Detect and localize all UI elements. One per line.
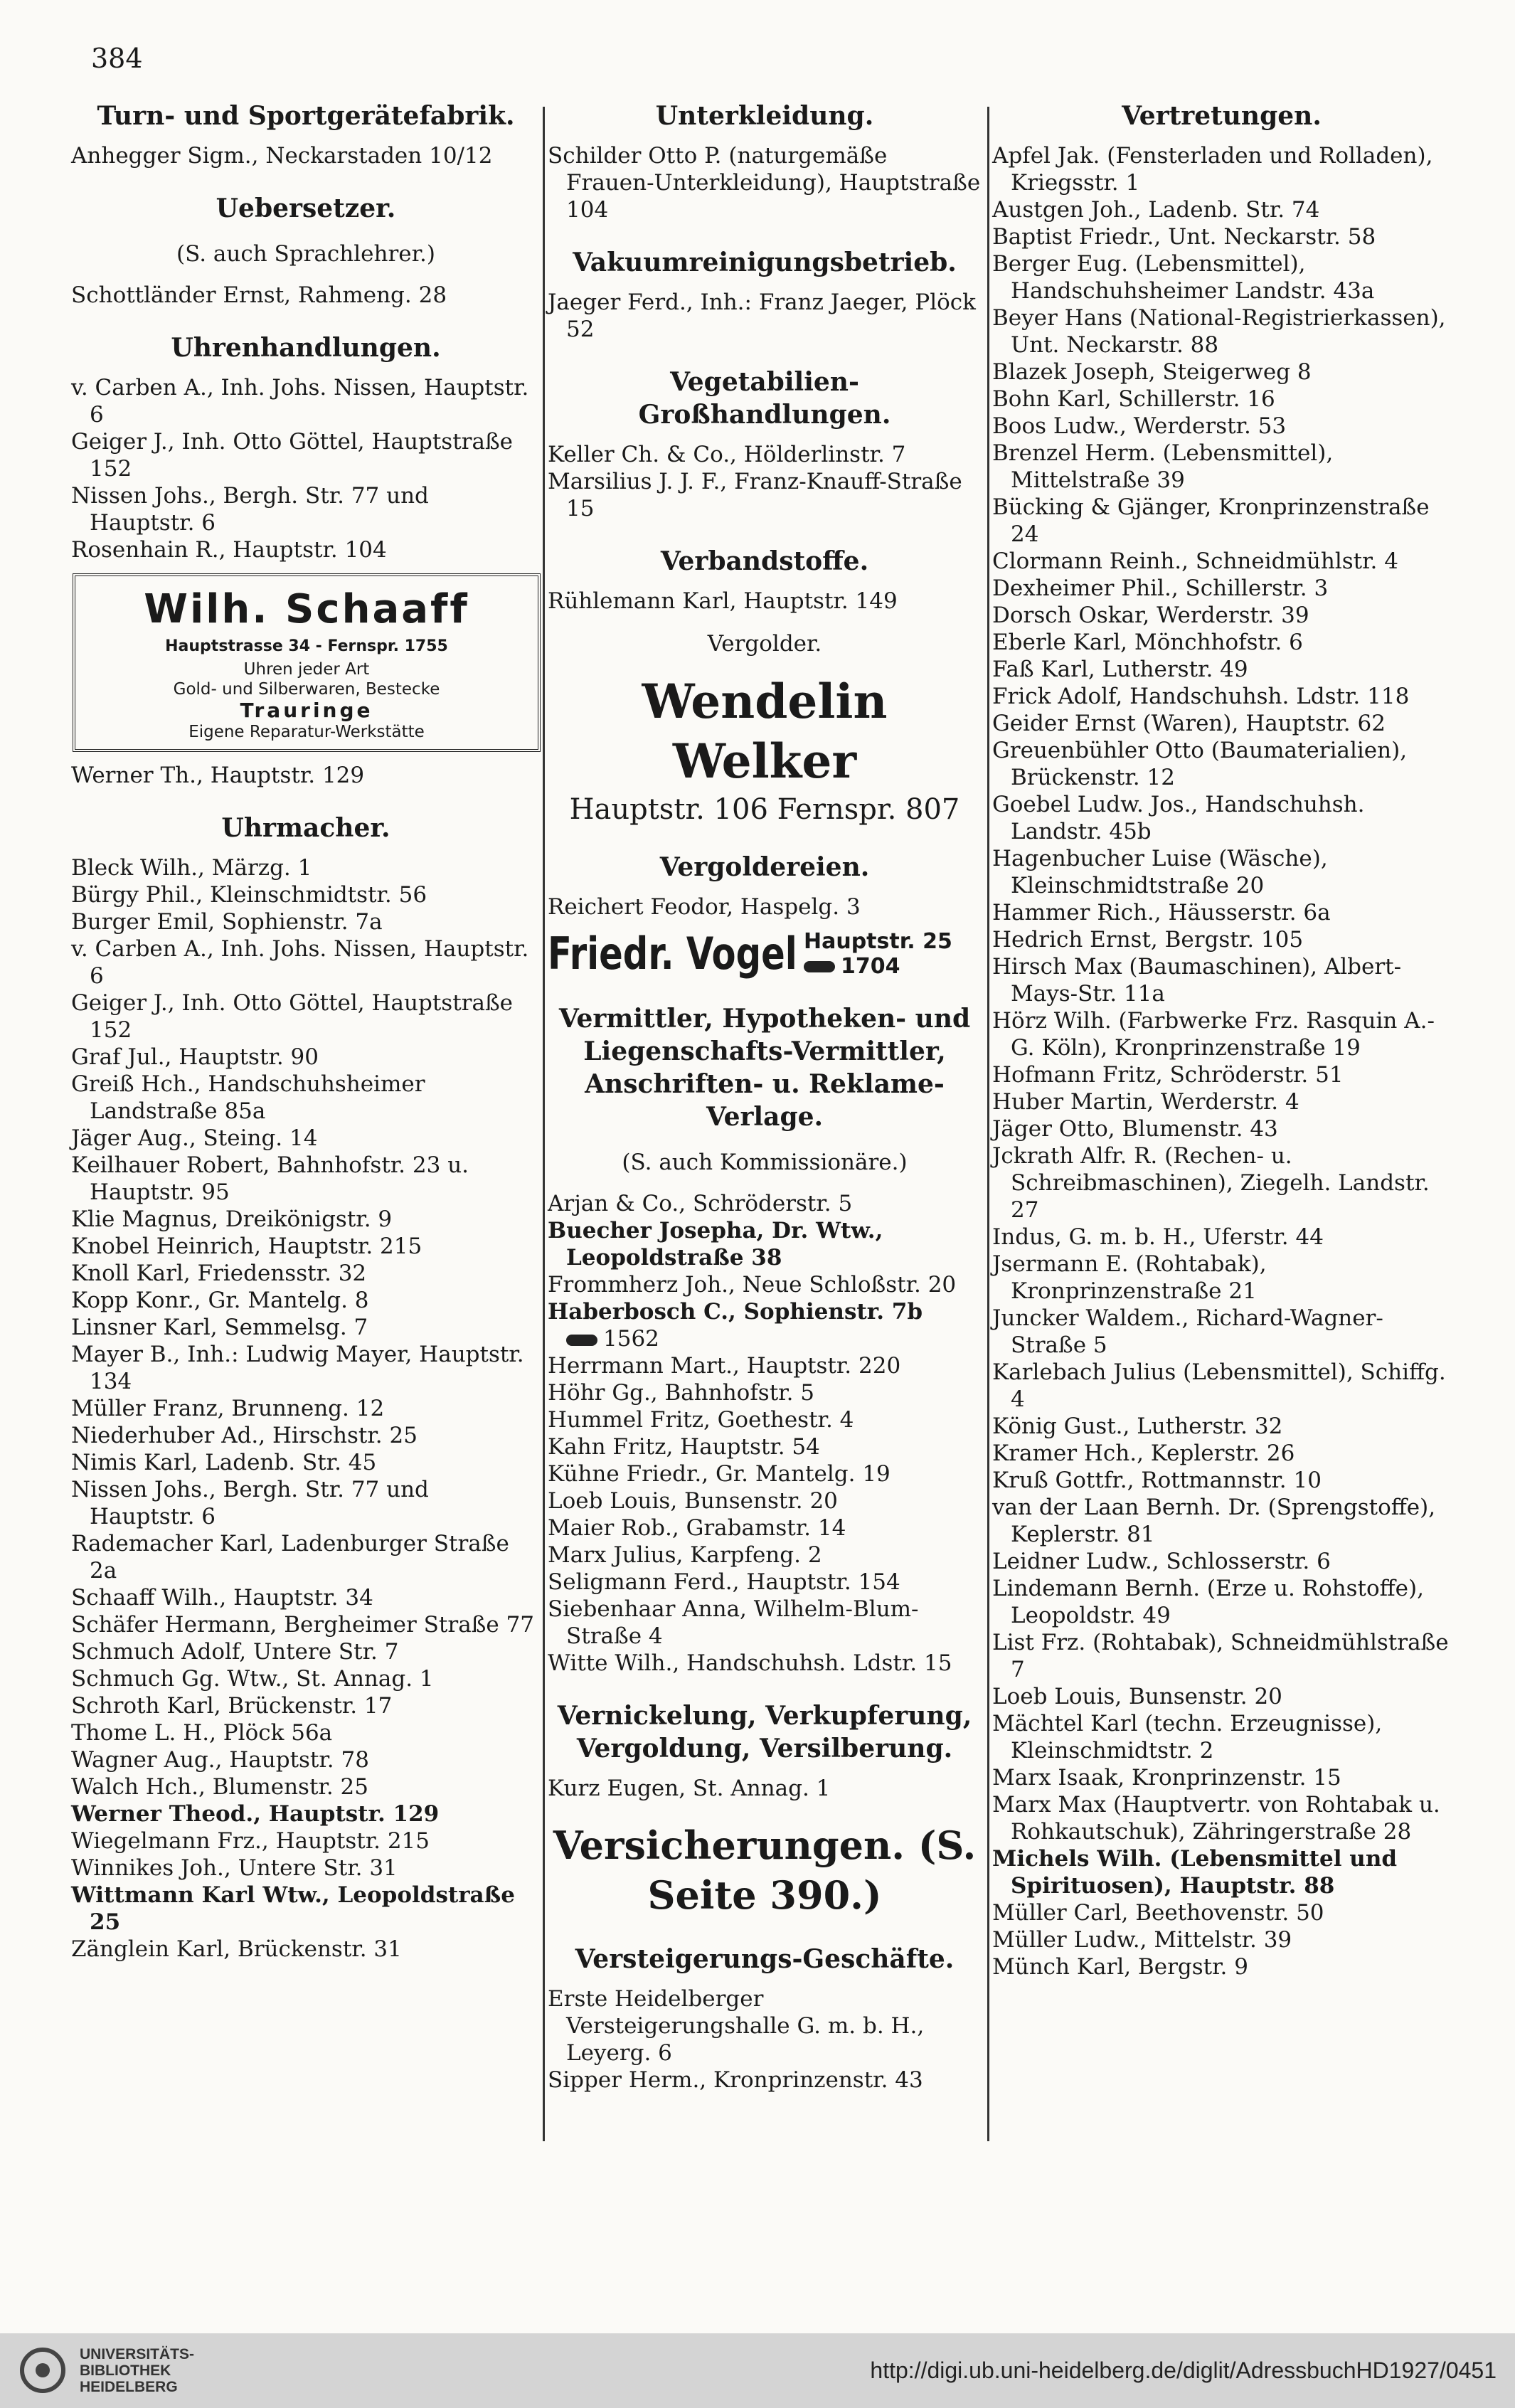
directory-entry: Keilhauer Robert, Bahnhofstr. 23 u. Hauptstr. 95 — [71, 1152, 469, 1205]
directory-entry: König Gust., Lutherstr. 32 — [992, 1413, 1283, 1439]
directory-entry: Sipper Herm., Kronprinzenstr. 43 — [548, 2067, 923, 2093]
telephone-icon — [804, 961, 835, 972]
directory-entry: Indus, G. m. b. H., Uferstr. 44 — [992, 1224, 1324, 1250]
source-url[interactable]: http://digi.ub.uni-heidelberg.de/diglit/AdressbuchHD1927/0451 — [870, 2357, 1497, 2383]
institution-line: HEIDELBERG — [80, 2379, 178, 2395]
directory-entry: Hedrich Ernst, Bergstr. 105 — [992, 927, 1304, 953]
directory-entry: Blazek Joseph, Steigerweg 8 — [992, 359, 1312, 385]
ad-vogel-contact — [804, 929, 952, 979]
directory-entry: Kühne Friedr., Gr. Mantelg. 19 — [548, 1461, 891, 1487]
section-note: (S. auch Kommissionäre.) — [622, 1150, 908, 1175]
institution-line: UNIVERSITÄTS- — [80, 2346, 195, 2362]
library-footer — [0, 2333, 1515, 2408]
directory-entry: Kruß Gottfr., Rottmannstr. 10 — [992, 1468, 1322, 1493]
ad-schaaff-line: Trauringe — [240, 699, 373, 722]
directory-entry: Marx Julius, Karpfeng. 2 — [548, 1542, 822, 1568]
directory-entry: Berger Eug. (Lebensmittel), Handschuhsheimer Landstr. 43a — [992, 251, 1375, 304]
directory-entry: Haberbosch C., Sophienstr. 7b — [548, 1299, 923, 1325]
section-heading: Vertretungen. — [1122, 101, 1322, 131]
directory-entry: Karlebach Julius (Lebensmittel), Schiffg. 4 — [992, 1359, 1446, 1412]
directory-entry: Boos Ludw., Werderstr. 53 — [992, 413, 1287, 439]
ad-wendelin-welker — [548, 672, 982, 828]
directory-entry: Anhegger Sigm., Neckarstaden 10/12 — [71, 143, 493, 169]
section-heading: Vergoldereien. — [659, 852, 870, 882]
ad-schaaff-name: Wilh. Schaaff — [144, 586, 469, 632]
ad-schaaff-line: Uhren jeder Art — [243, 660, 370, 679]
directory-entry: Jäger Aug., Steing. 14 — [71, 1125, 318, 1151]
directory-entry: Greuenbühler Otto (Baumaterialien), Brückenstr. 12 — [992, 738, 1408, 790]
directory-entry: Geider Ernst (Waren), Hauptstr. 62 — [992, 711, 1386, 736]
ad-vogel-phone-line — [804, 954, 952, 979]
directory-entry: Huber Martin, Werderstr. 4 — [992, 1089, 1299, 1115]
ad-welker-name: Wendelin Welker — [642, 674, 888, 789]
directory-entry: Knoll Karl, Friedensstr. 32 — [71, 1261, 367, 1286]
directory-entry: Wagner Aug., Hauptstr. 78 — [71, 1747, 369, 1773]
directory-entry: Müller Carl, Beethovenstr. 50 — [992, 1900, 1324, 1926]
directory-entry: Münch Karl, Bergstr. 9 — [992, 1954, 1248, 1980]
directory-entry: Hofmann Fritz, Schröderstr. 51 — [992, 1062, 1344, 1088]
directory-entry: Hagenbucher Luise (Wäsche), Kleinschmidtstraße 20 — [992, 846, 1328, 898]
directory-entry: Hummel Fritz, Goethestr. 4 — [548, 1407, 854, 1433]
directory-entry: Kahn Fritz, Hauptstr. 54 — [548, 1434, 820, 1460]
directory-entry: Jsermann E. (Rohtabak), Kronprinzenstraße 21 — [992, 1251, 1267, 1304]
directory-entry: Linsner Karl, Semmelsg. 7 — [71, 1315, 368, 1340]
section-heading: Vakuumreinigungsbetrieb. — [573, 248, 957, 277]
section-heading: Versteigerungs-Geschäfte. — [575, 1944, 955, 1974]
directory-entry: Lindemann Bernh. (Erze u. Rohstoffe), Leopoldstr. 49 — [992, 1576, 1424, 1628]
section-heading: Unterkleidung. — [655, 101, 874, 131]
directory-entry: Schäfer Hermann, Bergheimer Straße 77 — [71, 1612, 535, 1638]
column-3 — [992, 100, 1451, 1980]
directory-entry: Faß Karl, Lutherstr. 49 — [992, 657, 1248, 682]
university-seal-icon — [20, 2348, 65, 2393]
directory-entry: v. Carben A., Inh. Johs. Nissen, Hauptstr. 6 — [71, 936, 529, 989]
directory-entry: Marx Max (Hauptvertr. von Rohtabak u. Rohkautschuk), Zähringerstraße 28 — [992, 1792, 1440, 1845]
directory-entry: Marx Isaak, Kronprinzenstr. 15 — [992, 1765, 1341, 1791]
ad-schaaff-line: Eigene Reparatur-Werkstätte — [188, 723, 425, 741]
directory-entry: Geiger J., Inh. Otto Göttel, Hauptstraße 152 — [71, 990, 514, 1043]
directory-entry: Baptist Friedr., Unt. Neckarstr. 58 — [992, 224, 1376, 250]
directory-entry: List Frz. (Rohtabak), Schneidmühlstraße 7 — [992, 1630, 1449, 1682]
directory-entry: Loeb Louis, Bunsenstr. 20 — [992, 1684, 1282, 1709]
directory-entry: Thome L. H., Plöck 56a — [71, 1720, 333, 1746]
directory-entry: Hirsch Max (Baumaschinen), Albert-Mays-Str. 11a — [992, 954, 1402, 1007]
directory-entry: Jckrath Alfr. R. (Rechen- u. Schreibmaschinen), Ziegelh. Landstr. 27 — [992, 1143, 1430, 1223]
column-rule-2 — [987, 107, 989, 2141]
directory-entry: Kopp Konr., Gr. Mantelg. 8 — [71, 1288, 369, 1313]
directory-entry: Müller Ludw., Mittelstr. 39 — [992, 1927, 1292, 1953]
institution-name — [80, 2346, 194, 2395]
directory-entry: Leidner Ludw., Schlosserstr. 6 — [992, 1549, 1331, 1574]
directory-entry: Bücking & Gjänger, Kronprinzenstraße 24 — [992, 494, 1430, 547]
section-heading: Vergolder. — [707, 631, 822, 657]
directory-entry: Klie Magnus, Dreikönigstr. 9 — [71, 1206, 393, 1232]
section-heading: Uhrmacher. — [221, 813, 390, 843]
column-2 — [548, 100, 982, 2094]
ad-vogel-name: Friedr. Vogel — [548, 928, 797, 980]
directory-entry: Erste Heidelberger Versteigerungshalle G. m. b. H., Leyerg. 6 — [548, 1986, 925, 2066]
section-heading: Vegetabilien-Großhandlungen. — [638, 367, 891, 430]
directory-entry: Werner Th., Hauptstr. 129 — [71, 763, 365, 788]
directory-entry: Graf Jul., Hauptstr. 90 — [71, 1044, 319, 1070]
directory-entry: Jäger Otto, Blumenstr. 43 — [992, 1116, 1278, 1142]
directory-entry: Brenzel Herm. (Lebensmittel), Mittelstraße 39 — [992, 440, 1334, 493]
directory-entry: Herrmann Mart., Hauptstr. 220 — [548, 1353, 901, 1379]
directory-entry: Hörz Wilh. (Farbwerke Frz. Rasquin A.-G. Köln), Kronprinzenstraße 19 — [992, 1008, 1435, 1061]
directory-entry: Schaaff Wilh., Hauptstr. 34 — [71, 1585, 373, 1611]
ad-wilh-schaaff — [73, 573, 541, 752]
directory-entry: Apfel Jak. (Fensterladen und Rolladen), Kriegsstr. 1 — [992, 143, 1433, 196]
directory-entry: Höhr Gg., Bahnhofstr. 5 — [548, 1380, 815, 1406]
directory-entry: Reichert Feodor, Haspelg. 3 — [548, 894, 861, 920]
directory-entry: Frick Adolf, Handschuhsh. Ldstr. 118 — [992, 684, 1410, 709]
section-note: (S. auch Sprachlehrer.) — [176, 241, 436, 267]
phone-number: 1562 — [603, 1326, 659, 1352]
section-heading: Vernickelung, Verkupferung, Vergoldung, Versilberung. — [557, 1701, 972, 1763]
section-heading: Verbandstoffe. — [660, 546, 869, 576]
ad-friedr-vogel — [548, 928, 982, 980]
telephone-icon — [566, 1335, 597, 1346]
directory-entry: Bürgy Phil., Kleinschmidtstr. 56 — [71, 882, 427, 908]
directory-entry: Schottländer Ernst, Rahmeng. 28 — [71, 282, 447, 308]
directory-entry: Nissen Johs., Bergh. Str. 77 und Hauptstr. 6 — [71, 483, 429, 536]
directory-entry: Keller Ch. & Co., Hölderlinstr. 7 — [548, 442, 906, 467]
ad-welker-address: Hauptstr. 106 Fernspr. 807 — [569, 793, 960, 826]
directory-entry: Wittmann Karl Wtw., Leopoldstraße 25 — [71, 1882, 515, 1935]
directory-entry: Seligmann Ferd., Hauptstr. 154 — [548, 1569, 900, 1595]
directory-entry: Rademacher Karl, Ladenburger Straße 2a — [71, 1531, 509, 1584]
section-heading-reference: Versicherungen. (S. Seite 390.) — [553, 1823, 977, 1918]
directory-entry: Werner Theod., Hauptstr. 129 — [71, 1801, 440, 1827]
directory-entry: Frommherz Joh., Neue Schloßstr. 20 — [548, 1272, 957, 1298]
directory-entry: Schroth Karl, Brückenstr. 17 — [71, 1693, 393, 1719]
directory-entry: Juncker Waldem., Richard-Wagner-Straße 5 — [992, 1305, 1383, 1358]
directory-entry: Müller Franz, Brunneng. 12 — [71, 1396, 385, 1421]
directory-entry: Geiger J., Inh. Otto Göttel, Hauptstraße 152 — [71, 429, 514, 482]
directory-entry: Rosenhain R., Hauptstr. 104 — [71, 537, 387, 563]
directory-entry: van der Laan Bernh. Dr. (Sprengstoffe), Keplerstr. 81 — [992, 1495, 1436, 1547]
directory-entry: Witte Wilh., Handschuhsh. Ldstr. 15 — [548, 1650, 952, 1676]
directory-entry: Michels Wilh. (Lebensmittel und Spirituosen), Hauptstr. 88 — [992, 1846, 1398, 1899]
directory-entry: Schilder Otto P. (naturgemäße Frauen-Unterkleidung), Hauptstraße 104 — [548, 143, 981, 223]
directory-entry: Burger Emil, Sophienstr. 7a — [71, 909, 383, 935]
directory-entry: Marsilius J. J. F., Franz-Knauff-Straße 15 — [548, 469, 962, 521]
directory-entry: Arjan & Co., Schröderstr. 5 — [548, 1191, 853, 1216]
directory-entry: Loeb Louis, Bunsenstr. 20 — [548, 1488, 838, 1514]
section-heading: Turn- und Sportgerätefabrik. — [97, 101, 515, 131]
institution-line: BIBLIOTHEK — [80, 2362, 171, 2379]
section-heading: Vermittler, Hypotheken- und Liegenschafts-Vermittler, Anschriften- u. Reklame-Verlage. — [558, 1004, 971, 1132]
directory-entry: Beyer Hans (National-Registrierkassen), Unt. Neckarstr. 88 — [992, 305, 1446, 358]
directory-entry: Kramer Hch., Keplerstr. 26 — [992, 1441, 1295, 1466]
directory-entry: Rühlemann Karl, Hauptstr. 149 — [548, 588, 898, 614]
directory-entry: Nimis Karl, Ladenb. Str. 45 — [71, 1450, 377, 1475]
directory-entry: Clormann Reinh., Schneidmühlstr. 4 — [992, 548, 1398, 574]
section-heading: Uhrenhandlungen. — [171, 333, 441, 363]
directory-entry: Walch Hch., Blumenstr. 25 — [71, 1774, 368, 1800]
directory-entry: Buecher Josepha, Dr. Wtw., Leopoldstraße 38 — [548, 1218, 883, 1271]
section-heading: Uebersetzer. — [216, 193, 396, 223]
directory-entry: Niederhuber Ad., Hirschstr. 25 — [71, 1423, 418, 1448]
directory-entry: Schmuch Gg. Wtw., St. Annag. 1 — [71, 1666, 434, 1692]
directory-entry: Mächtel Karl (techn. Erzeugnisse), Kleinschmidtstr. 2 — [992, 1711, 1383, 1763]
directory-entry: Knobel Heinrich, Hauptstr. 215 — [71, 1234, 422, 1259]
directory-entry: v. Carben A., Inh. Johs. Nissen, Hauptstr. 6 — [71, 375, 529, 428]
ad-vogel-tel: 1704 — [841, 953, 900, 979]
directory-entry: Greiß Hch., Handschuhsheimer Landstraße 85a — [71, 1071, 425, 1124]
directory-phone — [548, 1325, 982, 1352]
directory-entry: Eberle Karl, Mönchhofstr. 6 — [992, 630, 1303, 655]
directory-entry: Dorsch Oskar, Werderstr. 39 — [992, 603, 1309, 628]
directory-entry: Schmuch Adolf, Untere Str. 7 — [71, 1639, 399, 1665]
page-number: 384 — [91, 43, 143, 74]
directory-entry: Siebenhaar Anna, Wilhelm-Blum-Straße 4 — [548, 1596, 919, 1649]
column-1 — [71, 100, 541, 1963]
column-rule-1 — [543, 107, 545, 2141]
ad-schaaff-address: Hauptstrasse 34 - Fernspr. 1755 — [165, 637, 448, 655]
directory-entry: Jaeger Ferd., Inh.: Franz Jaeger, Plöck 52 — [548, 290, 976, 342]
directory-entry: Wiegelmann Frz., Hauptstr. 215 — [71, 1828, 430, 1854]
directory-entry: Dexheimer Phil., Schillerstr. 3 — [992, 576, 1329, 601]
directory-entry: Hammer Rich., Häusserstr. 6a — [992, 900, 1331, 925]
directory-entry: Winnikes Joh., Untere Str. 31 — [71, 1855, 398, 1881]
directory-entry: Bleck Wilh., Märzg. 1 — [71, 855, 312, 881]
directory-entry: Nissen Johs., Bergh. Str. 77 und Hauptstr. 6 — [71, 1477, 429, 1529]
ad-vogel-street: Hauptstr. 25 — [804, 928, 952, 954]
directory-entry: Zänglein Karl, Brückenstr. 31 — [71, 1936, 402, 1962]
directory-entry: Bohn Karl, Schillerstr. 16 — [992, 386, 1275, 412]
directory-entry: Maier Rob., Grabamstr. 14 — [548, 1515, 846, 1541]
directory-entry: Austgen Joh., Ladenb. Str. 74 — [992, 197, 1320, 223]
ad-schaaff-line: Gold- und Silberwaren, Bestecke — [173, 680, 440, 699]
directory-entry: Goebel Ludw. Jos., Handschuhsh. Landstr. 45b — [992, 792, 1365, 844]
directory-entry: Mayer B., Inh.: Ludwig Mayer, Hauptstr. 134 — [71, 1342, 524, 1394]
directory-entry: Kurz Eugen, St. Annag. 1 — [548, 1776, 831, 1801]
